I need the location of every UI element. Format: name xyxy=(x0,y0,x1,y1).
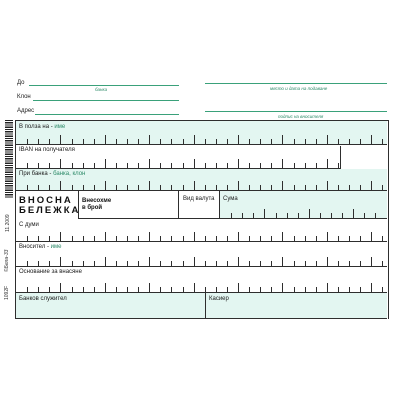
tick-mark xyxy=(149,283,150,292)
adres-line xyxy=(35,114,179,115)
tick-mark xyxy=(371,257,372,266)
tick-mark xyxy=(360,261,361,266)
klon-line xyxy=(33,100,179,101)
tick-mark xyxy=(327,257,328,266)
tick-mark xyxy=(138,163,139,168)
tick-mark xyxy=(116,236,117,241)
tick-mark xyxy=(127,185,128,190)
tick-mark xyxy=(49,236,50,241)
tick-mark xyxy=(271,163,272,168)
title-line-1: ВНОСНА xyxy=(19,195,73,206)
tick-mark xyxy=(138,261,139,266)
vnesohme-line-1: Внесохме xyxy=(82,198,112,204)
adres-label: Адрес xyxy=(17,108,35,114)
tick-mark xyxy=(149,135,150,144)
tick-mark xyxy=(49,185,50,190)
tick-mark xyxy=(27,163,28,168)
tick-mark xyxy=(349,287,350,292)
tick-mark xyxy=(338,163,339,168)
tick-mark xyxy=(83,236,84,241)
vnositel-label: Вносител - име xyxy=(19,244,62,250)
signature-row xyxy=(16,293,387,318)
tick-mark xyxy=(171,236,172,241)
tick-mark xyxy=(138,236,139,241)
tick-mark xyxy=(305,185,306,190)
bankov-label: Банков служител xyxy=(19,296,67,302)
tick-mark xyxy=(27,139,28,144)
tick-mark xyxy=(338,185,339,190)
tick-mark xyxy=(305,163,306,168)
tick-mark xyxy=(294,261,295,266)
tick-mark xyxy=(83,139,84,144)
tick-mark xyxy=(371,135,372,144)
tick-mark xyxy=(205,163,206,168)
banka-hint: банка xyxy=(95,87,108,92)
tick-mark xyxy=(227,261,228,266)
tick-mark xyxy=(238,159,239,168)
signature-base xyxy=(16,318,387,319)
tick-mark xyxy=(260,287,261,292)
tick-mark xyxy=(216,236,217,241)
tick-mark xyxy=(60,135,61,144)
tick-mark xyxy=(149,232,150,241)
tick-mark xyxy=(160,163,161,168)
tick-mark xyxy=(338,236,339,241)
tick-mark xyxy=(327,181,328,190)
tick-mark xyxy=(205,185,206,190)
title-sep xyxy=(78,191,79,218)
tick-mark xyxy=(342,213,343,218)
tick-mark xyxy=(338,139,339,144)
tick-mark xyxy=(116,261,117,266)
tick-mark xyxy=(382,236,383,241)
suma-label: Сума xyxy=(223,196,238,202)
tick-mark xyxy=(360,287,361,292)
tick-mark xyxy=(127,163,128,168)
tick-mark xyxy=(282,181,283,190)
tick-mark xyxy=(305,287,306,292)
tick-mark xyxy=(338,287,339,292)
tick-mark xyxy=(316,185,317,190)
iban-end xyxy=(340,146,341,168)
tick-mark xyxy=(171,287,172,292)
tick-mark xyxy=(72,163,73,168)
tick-mark xyxy=(194,135,195,144)
tick-mark xyxy=(316,287,317,292)
tick-mark xyxy=(194,257,195,266)
tick-mark xyxy=(320,213,321,218)
tick-mark xyxy=(305,139,306,144)
tick-mark xyxy=(349,236,350,241)
tick-mark xyxy=(282,232,283,241)
kasier-label: Касиер xyxy=(209,296,229,302)
tick-mark xyxy=(94,287,95,292)
tick-mark xyxy=(38,261,39,266)
tick-mark xyxy=(205,236,206,241)
tick-mark xyxy=(160,185,161,190)
tick-mark xyxy=(27,185,28,190)
tick-mark xyxy=(316,261,317,266)
tick-mark xyxy=(83,261,84,266)
tick-mark xyxy=(349,139,350,144)
tick-mark xyxy=(183,261,184,266)
tick-mark xyxy=(138,139,139,144)
tick-mark xyxy=(264,209,265,218)
tick-mark xyxy=(194,181,195,190)
tick-mark xyxy=(327,159,328,168)
tick-mark xyxy=(83,185,84,190)
tick-mark xyxy=(316,139,317,144)
tick-mark xyxy=(331,213,332,218)
tick-mark xyxy=(271,287,272,292)
tick-mark xyxy=(49,287,50,292)
tick-mark xyxy=(282,135,283,144)
tick-mark xyxy=(294,139,295,144)
tick-mark xyxy=(249,163,250,168)
tick-mark xyxy=(227,185,228,190)
tick-mark xyxy=(371,181,372,190)
tick-mark xyxy=(294,287,295,292)
tick-mark xyxy=(149,181,150,190)
tick-mark xyxy=(260,236,261,241)
tick-mark xyxy=(238,181,239,190)
title-line-2: БЕЛЕЖКА xyxy=(19,205,81,216)
polza-label: В полза на - име xyxy=(19,124,66,130)
tick-mark xyxy=(116,185,117,190)
tick-mark xyxy=(338,261,339,266)
tick-mark xyxy=(60,159,61,168)
tick-mark xyxy=(105,232,106,241)
tick-mark xyxy=(276,213,277,218)
tick-mark xyxy=(294,236,295,241)
tick-mark xyxy=(382,261,383,266)
suma-cell xyxy=(220,191,387,218)
tick-mark xyxy=(327,232,328,241)
tick-mark xyxy=(216,287,217,292)
tick-mark xyxy=(238,135,239,144)
tick-mark xyxy=(227,287,228,292)
tick-mark xyxy=(94,163,95,168)
tick-mark xyxy=(260,261,261,266)
tick-mark xyxy=(127,287,128,292)
tick-mark xyxy=(116,287,117,292)
tick-mark xyxy=(94,185,95,190)
tick-mark xyxy=(371,283,372,292)
form-code: 1092F xyxy=(4,285,10,300)
tick-mark xyxy=(238,232,239,241)
tick-mark xyxy=(260,185,261,190)
tick-mark xyxy=(227,163,228,168)
tick-mark xyxy=(116,139,117,144)
tick-mark xyxy=(298,213,299,218)
tick-mark xyxy=(160,261,161,266)
tick-mark xyxy=(49,261,50,266)
tick-mark xyxy=(138,287,139,292)
tick-mark xyxy=(349,185,350,190)
klon-label: Клон xyxy=(17,94,31,100)
tick-mark xyxy=(316,163,317,168)
tick-mark xyxy=(171,139,172,144)
tick-mark xyxy=(249,261,250,266)
tick-mark xyxy=(160,287,161,292)
tick-mark xyxy=(72,287,73,292)
tick-mark xyxy=(238,257,239,266)
tick-mark xyxy=(38,185,39,190)
tick-mark xyxy=(360,236,361,241)
tick-mark xyxy=(160,139,161,144)
tick-mark xyxy=(38,139,39,144)
tick-mark xyxy=(105,283,106,292)
tick-mark xyxy=(49,163,50,168)
tick-mark xyxy=(149,159,150,168)
tick-mark xyxy=(249,287,250,292)
tick-mark xyxy=(249,139,250,144)
tick-mark xyxy=(287,213,288,218)
tick-mark xyxy=(27,287,28,292)
tick-mark xyxy=(271,139,272,144)
tick-mark xyxy=(94,139,95,144)
vid-valuta-label: Вид валута xyxy=(183,196,215,202)
tick-mark xyxy=(305,261,306,266)
tick-mark xyxy=(260,163,261,168)
tick-mark xyxy=(205,261,206,266)
tick-mark xyxy=(72,236,73,241)
tick-mark xyxy=(94,236,95,241)
tick-mark xyxy=(382,185,383,190)
tick-mark xyxy=(327,283,328,292)
tick-mark xyxy=(116,163,117,168)
signature-sep xyxy=(205,293,206,318)
tick-mark xyxy=(375,213,376,218)
tick-mark xyxy=(38,287,39,292)
tick-mark xyxy=(72,261,73,266)
suma-base xyxy=(78,218,387,219)
tick-mark xyxy=(227,236,228,241)
tick-mark xyxy=(105,257,106,266)
tick-mark xyxy=(309,209,310,218)
tick-mark xyxy=(271,236,272,241)
tick-mark xyxy=(38,163,39,168)
tick-mark xyxy=(282,159,283,168)
tick-mark xyxy=(183,287,184,292)
tick-mark xyxy=(183,185,184,190)
tick-mark xyxy=(242,213,243,218)
tick-mark xyxy=(138,185,139,190)
tick-mark xyxy=(216,185,217,190)
tick-mark xyxy=(60,181,61,190)
tick-mark xyxy=(60,257,61,266)
podpis-hint: подпис на вносителя xyxy=(278,114,324,119)
tick-mark xyxy=(205,287,206,292)
do-label: До xyxy=(17,80,25,86)
tick-mark xyxy=(94,261,95,266)
tick-mark xyxy=(316,236,317,241)
brand-mark: ©Бела-33 xyxy=(4,249,10,272)
tick-mark xyxy=(72,139,73,144)
tick-mark xyxy=(160,236,161,241)
tick-mark xyxy=(171,261,172,266)
tick-mark xyxy=(38,236,39,241)
do-line xyxy=(29,85,179,86)
tick-mark xyxy=(105,159,106,168)
tick-mark xyxy=(194,232,195,241)
osnovanie-label: Основание за внасяне xyxy=(19,269,82,275)
tick-mark xyxy=(238,283,239,292)
tick-mark xyxy=(127,139,128,144)
tick-mark xyxy=(364,213,365,218)
tick-mark xyxy=(83,287,84,292)
tick-mark xyxy=(271,261,272,266)
tick-mark xyxy=(49,139,50,144)
s-dumi-base xyxy=(16,241,387,242)
tick-mark xyxy=(382,139,383,144)
mqsto-hint: място и дата на подаване xyxy=(270,86,328,91)
tick-mark xyxy=(27,236,28,241)
tick-mark xyxy=(83,163,84,168)
barcode xyxy=(5,120,13,198)
tick-mark xyxy=(294,163,295,168)
tick-mark xyxy=(60,283,61,292)
tick-mark xyxy=(253,213,254,218)
podpis-line xyxy=(205,111,387,112)
polza-base xyxy=(16,144,387,145)
tick-mark xyxy=(127,236,128,241)
tick-mark xyxy=(216,261,217,266)
tick-mark xyxy=(360,185,361,190)
s-dumi-label: С думи xyxy=(19,222,39,228)
tick-mark xyxy=(382,287,383,292)
tick-mark xyxy=(72,185,73,190)
form-date: 11.2009 xyxy=(5,214,11,232)
tick-mark xyxy=(260,139,261,144)
tick-mark xyxy=(271,185,272,190)
tick-mark xyxy=(183,163,184,168)
tick-mark xyxy=(305,236,306,241)
tick-mark xyxy=(194,283,195,292)
tick-mark xyxy=(149,257,150,266)
tick-mark xyxy=(105,181,106,190)
tick-mark xyxy=(216,139,217,144)
tick-mark xyxy=(205,139,206,144)
tick-mark xyxy=(360,139,361,144)
tick-mark xyxy=(27,261,28,266)
tick-mark xyxy=(231,213,232,218)
tick-mark xyxy=(216,163,217,168)
pri-banka-label: При банка - банка, клон xyxy=(19,171,86,177)
mqsto-line xyxy=(205,83,387,84)
tick-mark xyxy=(105,135,106,144)
tick-mark xyxy=(227,139,228,144)
tick-mark xyxy=(294,185,295,190)
tick-mark xyxy=(282,283,283,292)
tick-mark xyxy=(60,232,61,241)
tick-mark xyxy=(282,257,283,266)
iban-label: IBAN на получателя xyxy=(19,147,75,153)
vnositel-base xyxy=(16,266,387,267)
tick-mark xyxy=(183,139,184,144)
tick-mark xyxy=(353,209,354,218)
tick-mark xyxy=(183,236,184,241)
tick-mark xyxy=(249,236,250,241)
tick-mark xyxy=(194,159,195,168)
tick-mark xyxy=(371,232,372,241)
vid-valuta-sep xyxy=(178,191,179,218)
tick-mark xyxy=(171,185,172,190)
tick-mark xyxy=(327,135,328,144)
tick-mark xyxy=(349,261,350,266)
tick-mark xyxy=(127,261,128,266)
tick-mark xyxy=(171,163,172,168)
tick-mark xyxy=(249,185,250,190)
vnesohme-line-2: в брой xyxy=(82,205,103,211)
